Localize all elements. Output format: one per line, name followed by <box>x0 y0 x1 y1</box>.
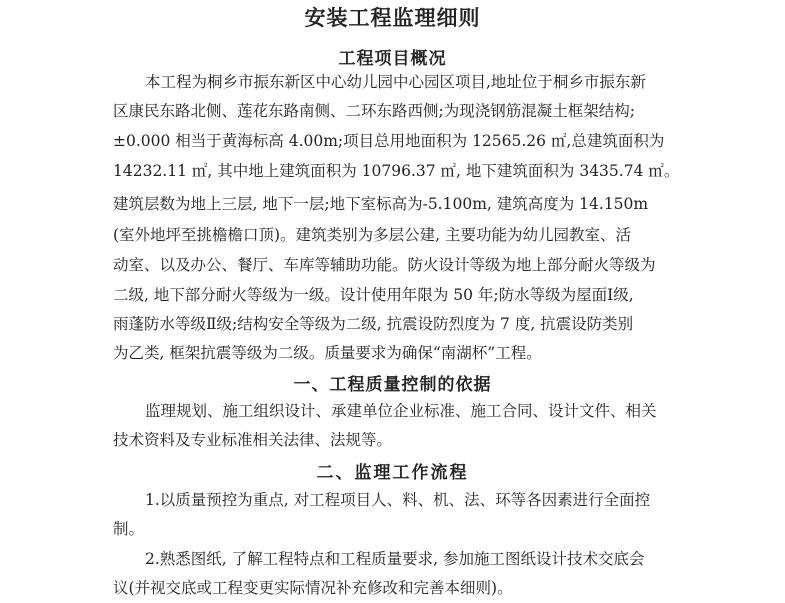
section2-item-2-line-2: 议(并视交底或工程变更实际情况补充修改和完善本细则)。 <box>113 579 513 597</box>
overview-line-10: 为乙类, 框架抗震等级为二级。质量要求为确保“南湖杯”工程。 <box>113 344 542 362</box>
section1-line-1: 监理规划、施工组织设计、承建单位企业标准、施工合同、设计文件、相关 <box>145 402 657 420</box>
document-title: 安装工程监理细则 <box>304 5 481 30</box>
overview-line-6: (室外地坪至挑檐檐口顶)。建筑类别为多层公建, 主要功能为幼儿园教室、活 <box>113 226 631 244</box>
overview-line-2: 区康民东路北侧、莲花东路南侧、二环东路西侧;为现浇钢筋混凝土框架结构; <box>113 102 635 120</box>
section1-line-2: 技术资料及专业标准相关法律、法规等。 <box>113 431 393 449</box>
overview-line-8: 二级, 地下部分耐火等级为一级。设计使用年限为 50 年;防水等级为屋面Ⅰ级, <box>113 286 634 304</box>
overview-line-9: 雨蓬防水等级Ⅱ级;结构安全等级为二级, 抗震设防烈度为 7 度, 抗震设防类别 <box>113 315 634 333</box>
overview-line-5: 建筑层数为地上三层, 地下一层;地下室标高为-5.100m, 建筑高度为 14.150m <box>113 195 649 213</box>
overview-line-7: 动室、以及办公、餐厅、车库等辅助功能。防火设计等级为地上部分耐火等级为 <box>113 256 656 274</box>
overview-heading: 工程项目概况 <box>338 49 447 69</box>
section2-item-1-line-2: 制。 <box>113 520 145 538</box>
overview-line-1: 本工程为桐乡市振东新区中心幼儿园中心园区项目,地址位于桐乡市振东新 <box>145 73 646 91</box>
section2-item-1-line-1: 1.以质量预控为重点, 对工程项目人、料、机、法、环等各因素进行全面控 <box>145 491 651 509</box>
section1-heading: 一、工程质量控制的依据 <box>293 375 492 395</box>
section2-heading: 二、监理工作流程 <box>316 463 469 483</box>
section2-item-2-line-1: 2.熟悉图纸, 了解工程特点和工程质量要求, 参加施工图纸设计技术交底会 <box>145 550 645 568</box>
overview-line-3: ±0.000 相当于黄海标高 4.00m;项目总用地面积为 12565.26 ㎡,总建筑面积为 <box>113 132 665 150</box>
overview-line-4: 14232.11 ㎡, 其中地上建筑面积为 10796.37 ㎡, 地下建筑面积为 3435.74 ㎡。 <box>113 162 680 180</box>
